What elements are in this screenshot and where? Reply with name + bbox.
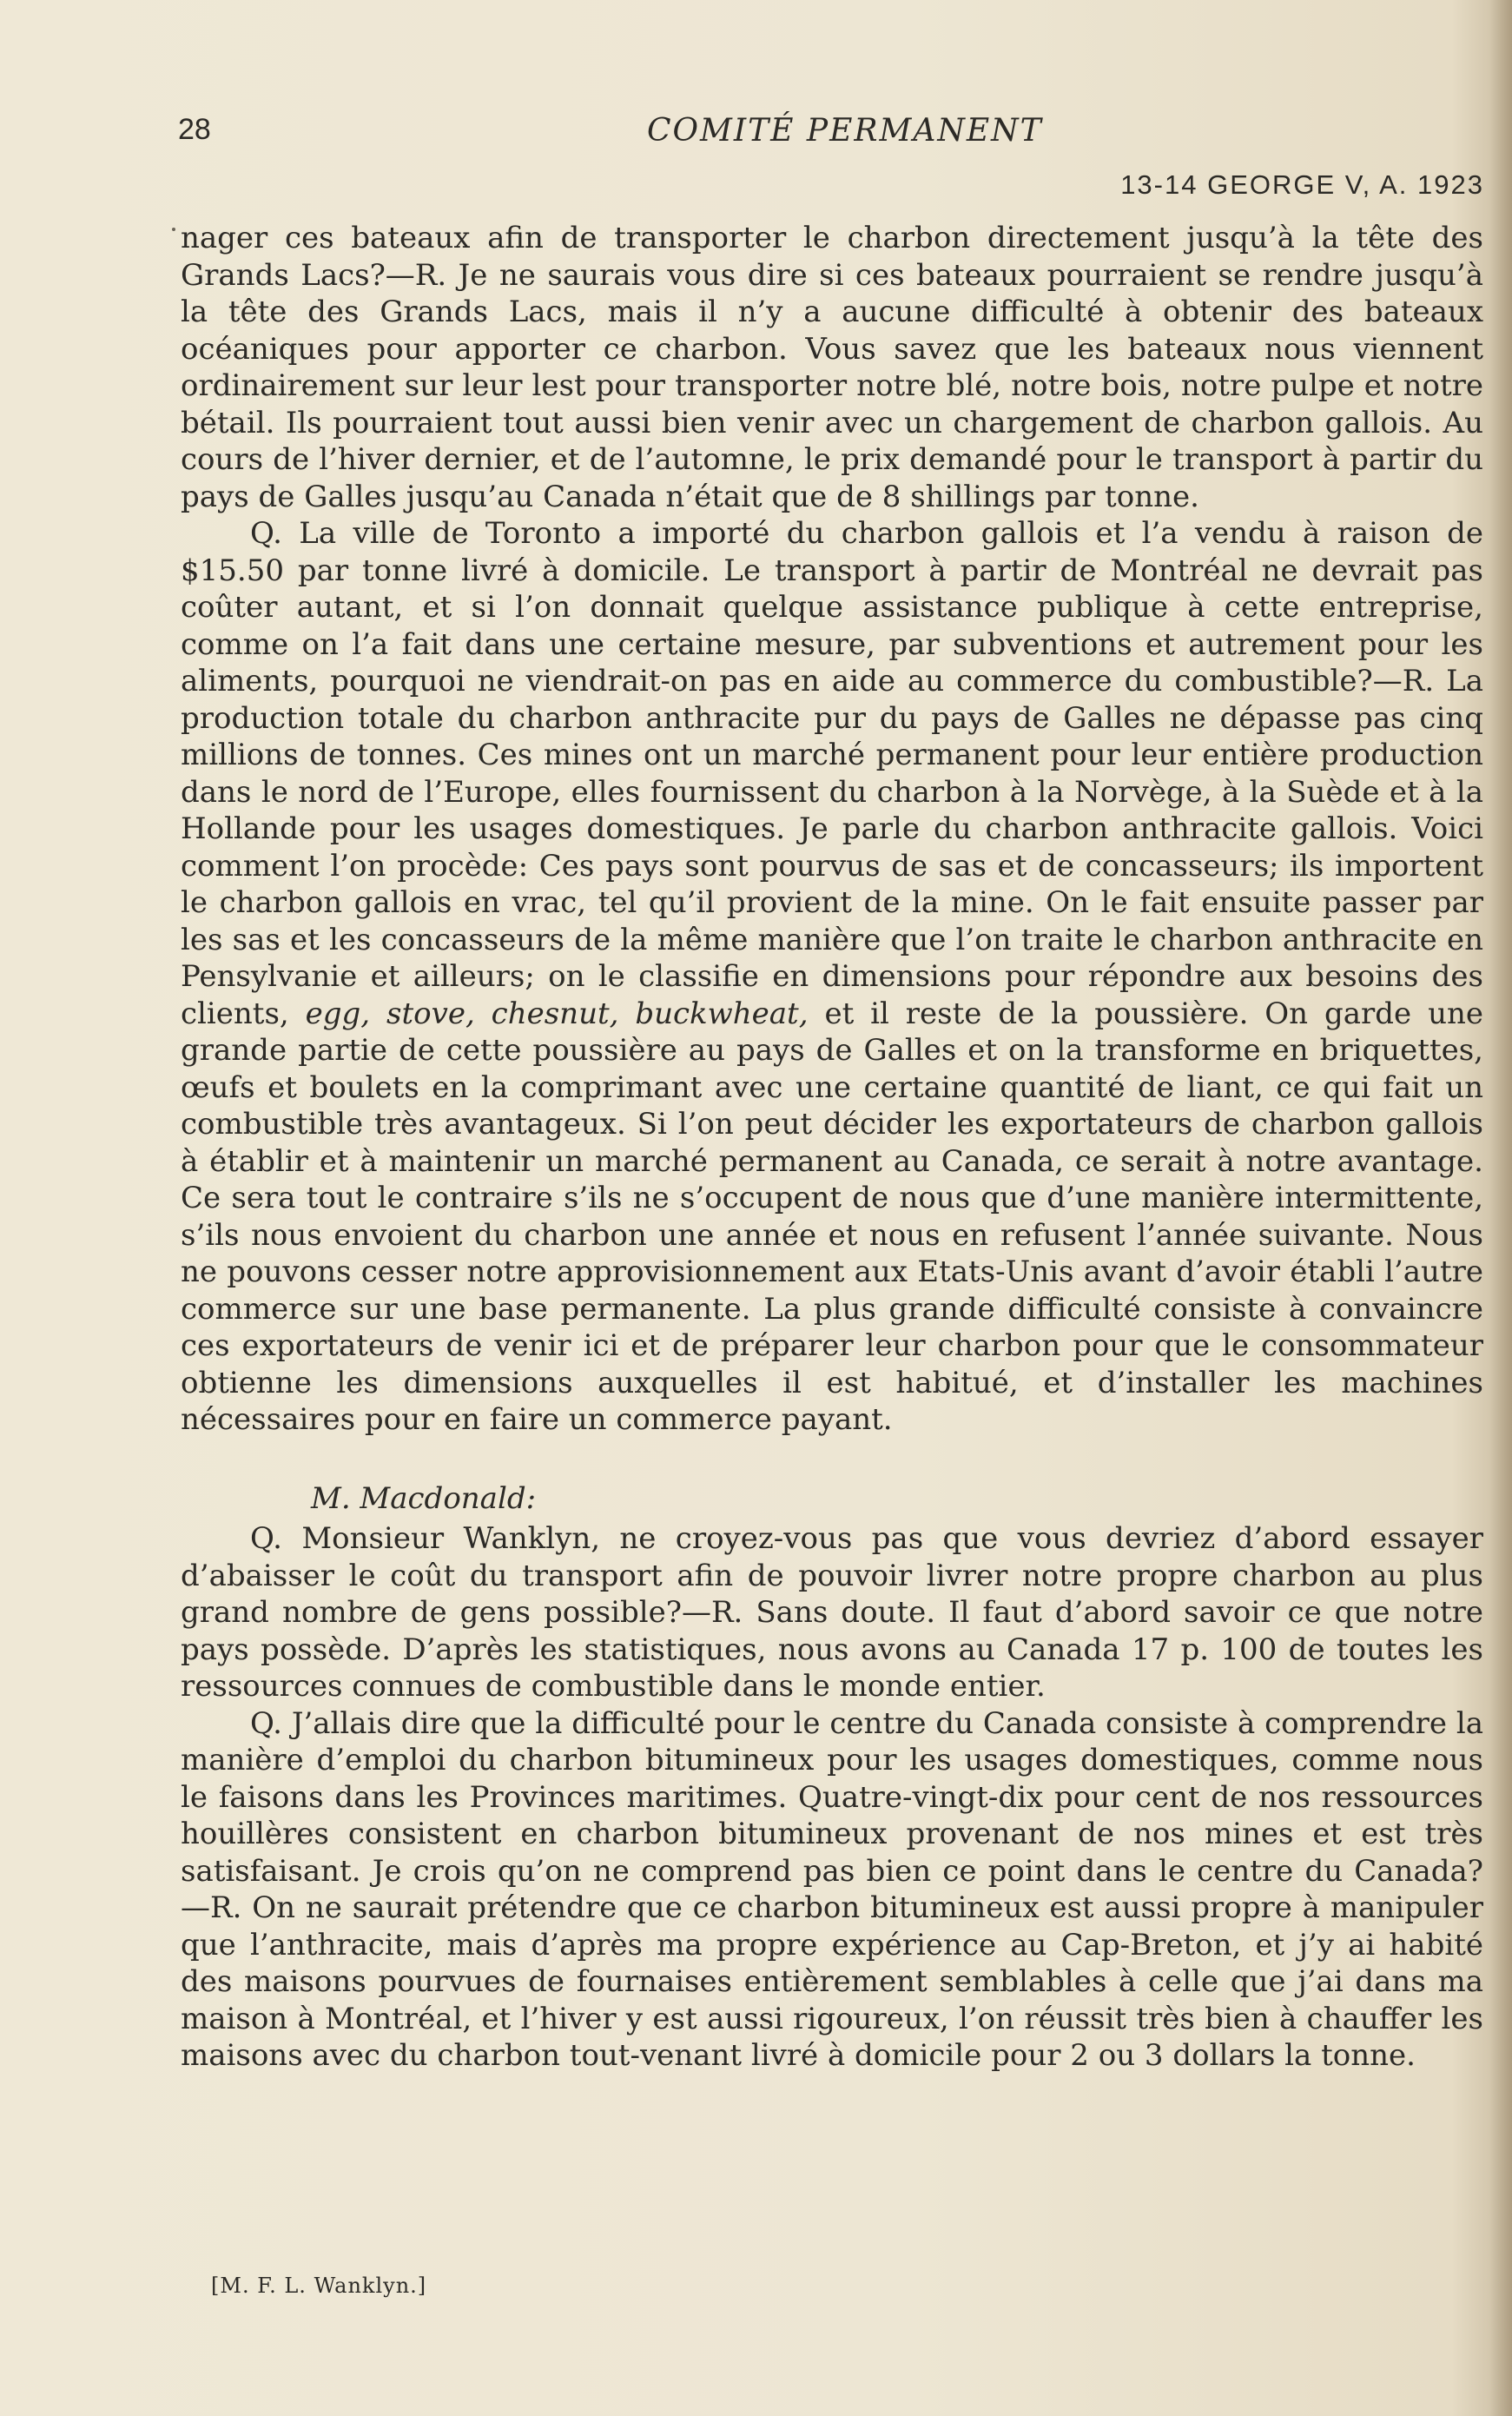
paragraph-1: nager ces bateaux afin de transporter le charbon directement jusqu’à la tête des Grands Lacs?—R. Je ne saurais vous dire si ces bateaux pourraient se rendre jusqu’à la tête des Grands Lacs, mais il n’y a aucune difficulté à obtenir des bateaux océaniques pour apporter ce charbon. Vous savez que les bateaux nous viennent ordinairement sur leur lest pour transporter notre blé, notre bois, notre pulpe et notre bétail. Ils pourraient tout aussi bien venir avec un chargement de charbon gallois. Au cours de l’hiver dernier, et de l’automne, le prix demandé pour le transport à partir du pays de Galles jusqu’au Canada n’était que de 8 shillings par tonne. bbox=[181, 221, 1483, 514]
paragraph-2-italic: egg, stove, chesnut, buckwheat, bbox=[305, 996, 809, 1031]
footnote: [M. F. L. Wanklyn.] bbox=[211, 2274, 427, 2298]
paragraph-3: Q. Monsieur Wanklyn, ne croyez-vous pas que vous devriez d’abord essayer d’abaisser le coût du transport afin de pouvoir livrer notre propre charbon au plus grand nombre de gens possible?—R. Sans doute. Il faut d’abord savoir ce que notre pays possède. D’après les statistiques, nous avons au Canada 17 p. 100 de toutes les ressources connues de combustible dans le monde entier. bbox=[181, 1521, 1483, 1704]
paragraph-2 bbox=[181, 515, 1483, 1439]
speaker-heading: M. Macdonald: bbox=[311, 1480, 537, 1516]
paragraph-4: Q. J’allais dire que la difficulté pour le centre du Canada consiste à comprendre la manière d’emploi du charbon bitumineux pour les usages domestiques, comme nous le faisons dans les Provinces maritimes. Quatre-vingt-dix pour cent de nos ressources houillères consistent en charbon bitumineux provenant de nos mines et est très satisfaisant. Je crois qu’on ne comprend pas bien ce point dans le centre du Canada?—R. On ne saurait prétendre que ce charbon bitumineux est aussi propre à manipuler que l’anthracite, mais d’après ma propre expérience au Cap-Breton, et j’y ai habité des maisons pourvues de fournaises entièrement semblables à celle que j’ai dans ma maison à Montréal, et l’hiver y est aussi rigoureux, l’on réussit très bien à chauffer les maisons avec du charbon tout-venant livré à domicile pour 2 ou 3 dollars la tonne. bbox=[181, 1705, 1483, 2073]
running-title: COMITÉ PERMANENT bbox=[647, 113, 1043, 149]
page-header bbox=[178, 113, 1489, 148]
body-text bbox=[181, 220, 1483, 2075]
paragraph-2-start: Q. La ville de Toronto a importé du charbon gallois et l’a vendu à raison de $15.50 par tonne livré à domicile. Le transport à partir de Montréal ne devrait pas coûter autant, et si l’on donnait quelque assistance publique à cette entreprise, comme on l’a fait dans une certaine mesure, par subventions et autrement pour les aliments, pourquoi ne viendrait-on pas en aide au commerce du combustible?—R. La production totale du charbon anthracite pur du pays de Galles ne dépasse pas cinq millions de tonnes. Ces mines ont un marché permanent pour leur entière production dans le nord de l’Europe, elles fournissent du charbon à la Norvège, à la Suède et à la Hollande pour les usages domestiques. Je parle du charbon anthracite gallois. Voici comment l’on procède: Ces pays sont pourvus de sas et de concasseurs; ils importent le charbon gallois en vrac, tel qu’il provient de la mine. On le fait ensuite passer par les sas et les concasseurs de la même manière que l’on traite le charbon anthracite en Pensylvanie et ailleurs; on le classifie en dimensions pour répondre aux besoins des clients, bbox=[181, 516, 1483, 1031]
paragraph-2-end: et il reste de la poussière. On garde une grande partie de cette poussière au pays de Galles et on la transforme en briquettes, œufs et boulets en la comprimant avec une certaine quantité de liant, ce qui fait un combustible très avantageux. Si l’on peut décider les exportateurs de charbon gallois à établir et à maintenir un marché permanent au Canada, ce serait à notre avantage. Ce sera tout le contraire s’ils ne s’occupent de nous que d’une manière intermittente, s’ils nous envoient du charbon une année et nous en refusent l’année suivante. Nous ne pouvons cesser notre approvisionnement aux Etats-Unis avant d’avoir établi l’autre commerce sur une base permanente. La plus grande difficulté consiste à convaincre ces exportateurs de venir ici et de préparer leur charbon pour que le consommateur obtienne les dimensions auxquelles il est habitué, et d’installer les machines nécessaires pour en faire un commerce payant. bbox=[181, 996, 1483, 1437]
session-line: 13-14 GEORGE V, A. 1923 bbox=[1120, 169, 1484, 200]
page-number: 28 bbox=[178, 113, 211, 146]
stray-mark bbox=[172, 228, 175, 231]
page-edge-shadow bbox=[1489, 0, 1512, 2416]
